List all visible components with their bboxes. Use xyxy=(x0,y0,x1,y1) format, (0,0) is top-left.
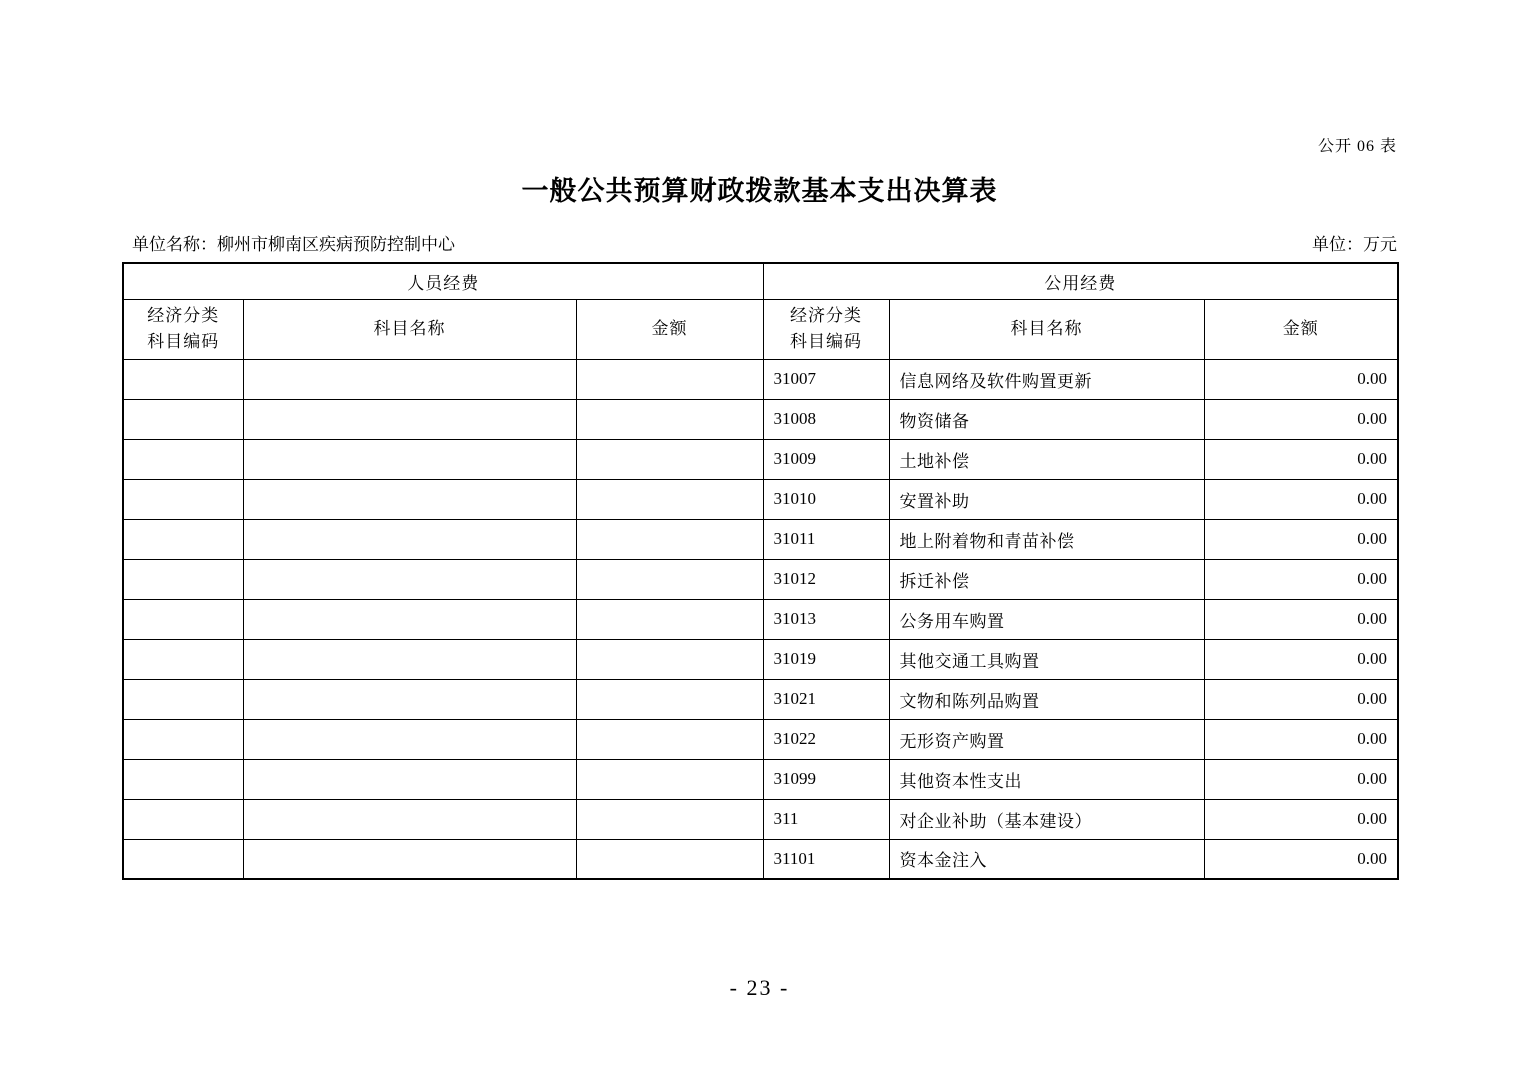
page-number: - 23 - xyxy=(729,975,790,1000)
public-code-cell: 31013 xyxy=(763,599,889,639)
table-row xyxy=(123,599,1398,639)
table-row xyxy=(123,839,1398,879)
personnel-code-cell xyxy=(123,839,243,879)
public-name-cell: 土地补偿 xyxy=(889,439,1204,479)
personnel-amount-cell xyxy=(576,399,763,439)
personnel-amount-cell xyxy=(576,439,763,479)
table-row xyxy=(123,559,1398,599)
public-amount-cell: 0.00 xyxy=(1204,839,1398,879)
personnel-code-cell xyxy=(123,479,243,519)
public-amount-cell: 0.00 xyxy=(1204,639,1398,679)
public-amount-cell: 0.00 xyxy=(1204,479,1398,519)
public-name-cell: 无形资产购置 xyxy=(889,719,1204,759)
personnel-amount-cell xyxy=(576,559,763,599)
public-code-cell: 31019 xyxy=(763,639,889,679)
table-row xyxy=(123,439,1398,479)
table-row xyxy=(123,639,1398,679)
public-code-cell: 31011 xyxy=(763,519,889,559)
personnel-name-cell xyxy=(243,439,576,479)
table-row xyxy=(123,479,1398,519)
public-code-column-header xyxy=(763,299,889,359)
expenditure-table xyxy=(122,262,1399,880)
unit-of-measure-label: 单位：万元 xyxy=(1312,235,1397,254)
public-code-cell: 31101 xyxy=(763,839,889,879)
personnel-name-cell xyxy=(243,359,576,399)
personnel-code-cell xyxy=(123,759,243,799)
public-code-cell: 31012 xyxy=(763,559,889,599)
public-amount-column-header: 金额 xyxy=(1204,299,1398,359)
personnel-amount-cell xyxy=(576,599,763,639)
personnel-name-cell xyxy=(243,839,576,879)
public-amount-cell: 0.00 xyxy=(1204,399,1398,439)
table-row xyxy=(123,519,1398,559)
public-name-cell: 其他交通工具购置 xyxy=(889,639,1204,679)
code-header-line1: 经济分类 xyxy=(790,306,862,325)
personnel-name-cell xyxy=(243,719,576,759)
public-amount-cell: 0.00 xyxy=(1204,439,1398,479)
personnel-code-cell xyxy=(123,559,243,599)
personnel-amount-cell xyxy=(576,759,763,799)
public-amount-cell: 0.00 xyxy=(1204,759,1398,799)
personnel-amount-cell xyxy=(576,719,763,759)
personnel-code-cell xyxy=(123,719,243,759)
personnel-name-cell xyxy=(243,399,576,439)
personnel-name-cell xyxy=(243,639,576,679)
personnel-code-cell xyxy=(123,639,243,679)
public-code-cell: 31099 xyxy=(763,759,889,799)
personnel-code-cell xyxy=(123,519,243,559)
public-amount-cell: 0.00 xyxy=(1204,719,1398,759)
personnel-amount-cell xyxy=(576,639,763,679)
personnel-code-cell xyxy=(123,439,243,479)
public-code-cell: 31008 xyxy=(763,399,889,439)
personnel-name-cell xyxy=(243,799,576,839)
column-header-row xyxy=(123,299,1398,359)
personnel-amount-cell xyxy=(576,519,763,559)
personnel-code-column-header xyxy=(123,299,243,359)
public-name-cell: 地上附着物和青苗补偿 xyxy=(889,519,1204,559)
public-name-cell: 公务用车购置 xyxy=(889,599,1204,639)
page-title: 一般公共预算财政拨款基本支出决算表 xyxy=(521,176,998,206)
personnel-name-cell xyxy=(243,759,576,799)
public-amount-cell: 0.00 xyxy=(1204,599,1398,639)
meta-row xyxy=(122,234,1397,256)
public-amount-cell: 0.00 xyxy=(1204,559,1398,599)
group-header-public: 公用经费 xyxy=(763,263,1398,299)
table-row xyxy=(123,679,1398,719)
personnel-code-cell xyxy=(123,359,243,399)
code-header-line2: 科目编码 xyxy=(147,332,220,351)
public-code-cell: 31022 xyxy=(763,719,889,759)
personnel-name-cell xyxy=(243,679,576,719)
public-code-cell: 31007 xyxy=(763,359,889,399)
public-amount-cell: 0.00 xyxy=(1204,519,1398,559)
table-row xyxy=(123,799,1398,839)
personnel-code-cell xyxy=(123,799,243,839)
public-code-cell: 311 xyxy=(763,799,889,839)
personnel-name-column-header: 科目名称 xyxy=(243,299,576,359)
personnel-code-cell xyxy=(123,679,243,719)
public-name-cell: 拆迁补偿 xyxy=(889,559,1204,599)
table-row xyxy=(123,719,1398,759)
code-header-line1: 经济分类 xyxy=(147,306,220,325)
personnel-amount-cell xyxy=(576,359,763,399)
public-code-cell: 31009 xyxy=(763,439,889,479)
public-code-cell: 31021 xyxy=(763,679,889,719)
public-amount-cell: 0.00 xyxy=(1204,679,1398,719)
table-body xyxy=(123,359,1398,879)
table-row xyxy=(123,359,1398,399)
personnel-amount-cell xyxy=(576,479,763,519)
unit-name-label: 单位名称：柳州市柳南区疾病预防控制中心 xyxy=(132,235,455,254)
group-header-row xyxy=(123,263,1398,299)
personnel-amount-column-header: 金额 xyxy=(576,299,763,359)
code-header-line2: 科目编码 xyxy=(790,332,862,351)
public-name-cell: 文物和陈列品购置 xyxy=(889,679,1204,719)
public-name-cell: 资本金注入 xyxy=(889,839,1204,879)
table-row xyxy=(123,399,1398,439)
public-name-cell: 物资储备 xyxy=(889,399,1204,439)
personnel-code-cell xyxy=(123,599,243,639)
public-name-column-header: 科目名称 xyxy=(889,299,1204,359)
public-name-cell: 其他资本性支出 xyxy=(889,759,1204,799)
personnel-amount-cell xyxy=(576,679,763,719)
personnel-name-cell xyxy=(243,479,576,519)
personnel-amount-cell xyxy=(576,799,763,839)
public-code-cell: 31010 xyxy=(763,479,889,519)
personnel-amount-cell xyxy=(576,839,763,879)
public-amount-cell: 0.00 xyxy=(1204,359,1398,399)
public-name-cell: 安置补助 xyxy=(889,479,1204,519)
personnel-name-cell xyxy=(243,599,576,639)
doc-label: 公开 06 表 xyxy=(1317,138,1397,155)
public-name-cell: 对企业补助（基本建设） xyxy=(889,799,1204,839)
public-amount-cell: 0.00 xyxy=(1204,799,1398,839)
group-header-personnel: 人员经费 xyxy=(123,263,763,299)
personnel-code-cell xyxy=(123,399,243,439)
public-name-cell: 信息网络及软件购置更新 xyxy=(889,359,1204,399)
table-row xyxy=(123,759,1398,799)
personnel-name-cell xyxy=(243,559,576,599)
personnel-name-cell xyxy=(243,519,576,559)
